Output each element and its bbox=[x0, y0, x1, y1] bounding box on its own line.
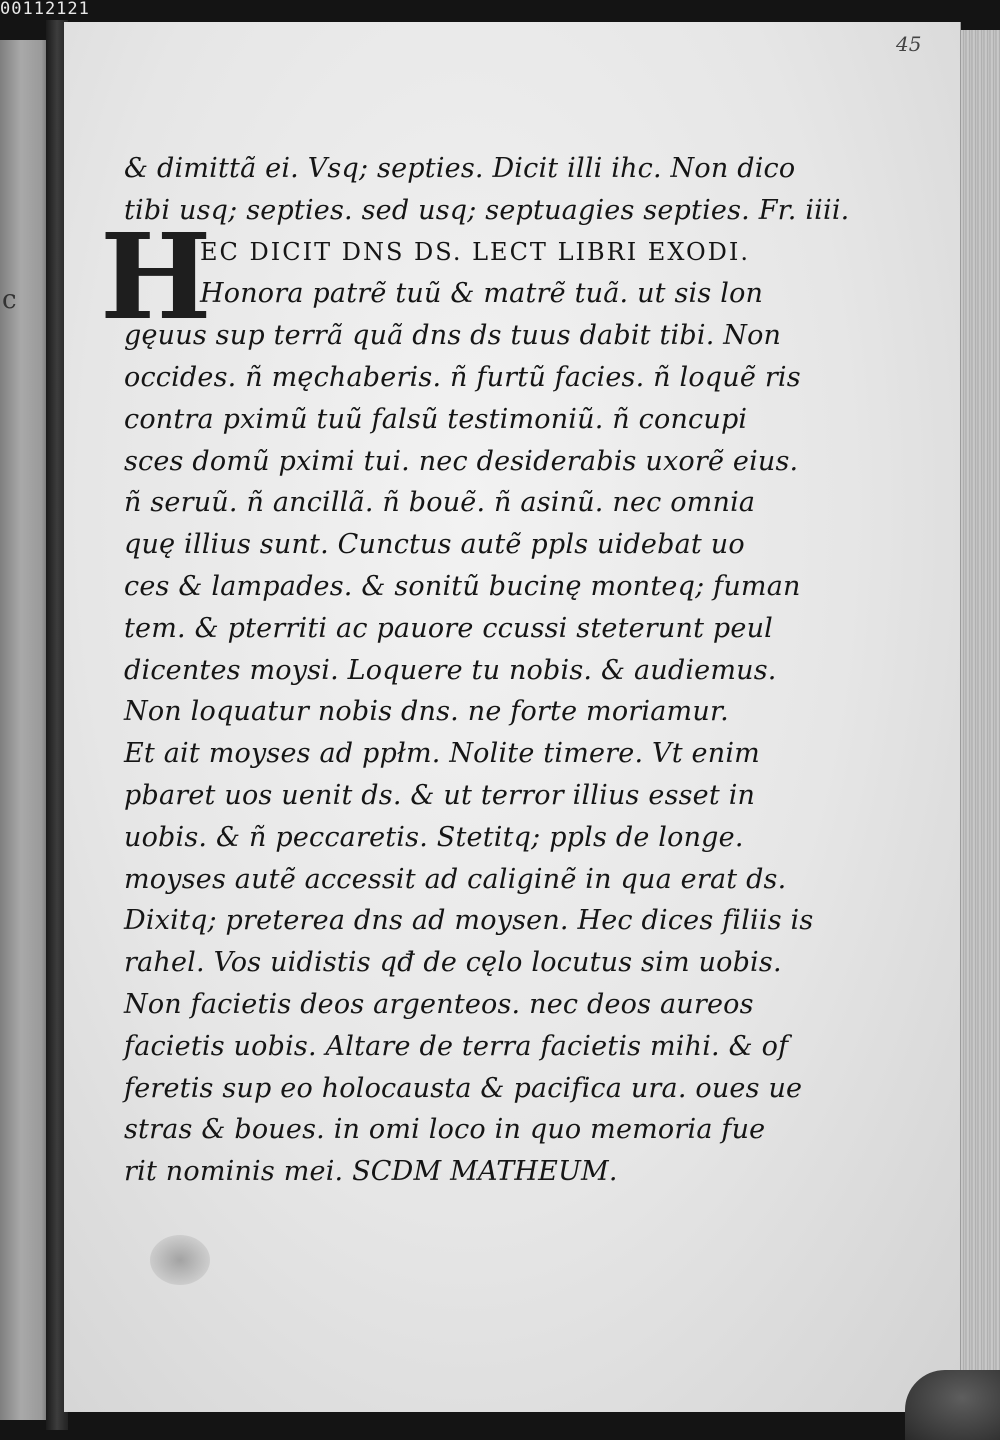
text-line: facietis uobis. Altare de terra facietis mihi. & of bbox=[124, 1030, 789, 1062]
text-line: Et ait moyses ad ppłm. Nolite timere. Vt enim bbox=[124, 738, 760, 770]
text-line: Honora patrẽ tuũ & matrẽ tuã. ut sis lon bbox=[200, 278, 764, 310]
left-page-edge bbox=[0, 40, 52, 1420]
text-line: uobis. & ñ peccaretis. Stetitq; ppls de longe. bbox=[124, 821, 744, 853]
text-line: rit nominis mei. SCDM MATHEUM. bbox=[124, 1156, 618, 1188]
manuscript-text bbox=[124, 148, 850, 1193]
text-line: rahel. Vos uidistis qđ de cęlo locutus sim uobis. bbox=[124, 947, 782, 979]
page-stain bbox=[150, 1235, 210, 1285]
text-line: gęuus sup terrã quã dns ds tuus dabit tibi. Non bbox=[124, 320, 782, 352]
archive-id-label: 00112121 bbox=[0, 0, 90, 18]
text-line: dicentes moysi. Loquere tu nobis. & audiemus. bbox=[124, 654, 777, 686]
text-line: ces & lampades. & sonitũ bucinę monteq; fuman bbox=[124, 570, 801, 602]
text-line: ñ seruũ. ñ ancillã. ñ bouẽ. ñ asinũ. nec omnia bbox=[124, 487, 756, 519]
text-line: occides. ñ męchaberis. ñ furtũ facies. ñ loquẽ ris bbox=[124, 361, 801, 393]
text-line: stras & boues. in omi loco in quo memoria fue bbox=[124, 1114, 766, 1146]
text-line: Non facietis deos argenteos. nec deos aureos bbox=[124, 988, 754, 1020]
text-line: tem. & pterriti ac pauore ccussi steterunt peul bbox=[124, 612, 774, 644]
rubric-line: EC DICIT DNS DS. LECT LIBRI EXODI. bbox=[200, 237, 751, 266]
text-line: sces domũ pximi tui. nec desiderabis uxorẽ eius. bbox=[124, 445, 799, 477]
reader-thumb bbox=[905, 1370, 1000, 1440]
text-line: & dimittã ei. Vsq; septies. Dicit illi ihc. Non dico bbox=[124, 153, 796, 184]
text-line: Dixitq; preterea dns ad moysen. Hec dices filiis is bbox=[124, 905, 814, 937]
decorated-initial: H bbox=[100, 207, 212, 346]
page-stack-edge bbox=[958, 30, 1000, 1415]
text-line: moyses autẽ accessit ad caliginẽ in qua erat ds. bbox=[124, 863, 787, 895]
text-line: tibi usq; septies. sed usq; septuagies septies. Fr. iiii. bbox=[124, 194, 850, 226]
text-line: feretis sup eo holocausta & pacifica ura. oues ue bbox=[124, 1072, 803, 1104]
text-line: quę illius sunt. Cunctus autẽ ppls uidebat uo bbox=[124, 529, 745, 561]
folio-number: 45 bbox=[896, 32, 922, 56]
text-line: Non loquatur nobis dns. ne forte moriamur. bbox=[124, 696, 729, 728]
text-line: pbaret uos uenit ds. & ut terror illius esset in bbox=[124, 779, 756, 811]
text-line: contra pximũ tuũ falsũ testimoniũ. ñ concupi bbox=[124, 403, 748, 435]
left-page-mark: c bbox=[2, 285, 17, 315]
